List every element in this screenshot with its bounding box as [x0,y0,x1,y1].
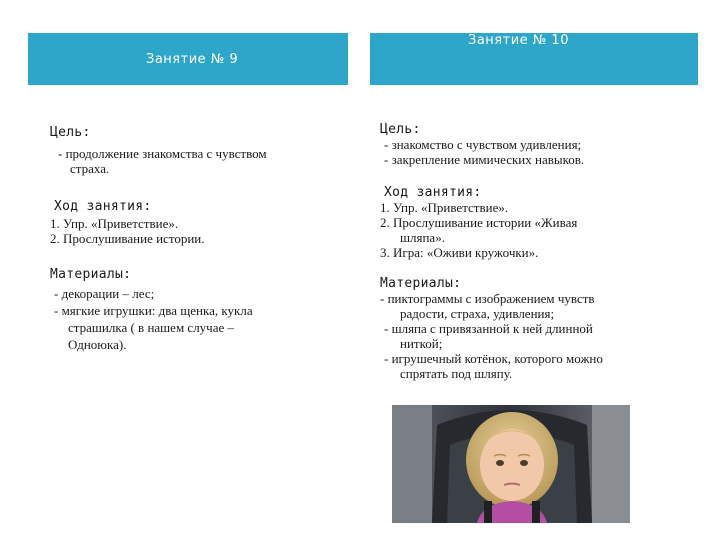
lesson9-materials-item: - декорации – лес; [54,286,155,301]
lesson10-materials-item: - игрушечный котёнок, которого можно [384,351,603,366]
lesson10-materials-item: радости, страха, удивления; [400,306,555,321]
lesson10-course-item: 2. Прослушивание истории «Живая [380,215,578,230]
lesson9-column [50,125,340,353]
lesson9-course-item: 2. Прослушивание истории. [50,231,205,246]
lesson9-goal-item: страха. [70,161,110,176]
lesson10-column [380,122,680,381]
lesson9-materials-item: - мягкие игрушки: два щенка, кукла [54,303,253,318]
lesson10-header [370,33,698,85]
child-photo-illustration [392,405,630,523]
lesson9-goal-item: - продолжение знакомства с чувством [58,146,267,161]
lesson10-goal-item: - знакомство с чувством удивления; [384,137,582,152]
lesson10-goal-item: - закрепление мимических навыков. [384,152,585,167]
lesson9-materials-label: Материалы: [50,267,132,282]
lesson10-materials-item: ниткой; [400,336,443,351]
lesson10-course-label: Ход занятия: [384,185,482,200]
lesson9-header [28,33,348,85]
lesson10-course-item: 3. Игра: «Оживи кружочки». [380,245,539,260]
lesson10-course-item: шляпа». [400,230,445,245]
lesson9-course-item: 1. Упр. «Приветствие». [50,216,179,231]
lesson9-materials-item: Одноюка). [68,337,127,352]
lesson9-materials-item: страшилка ( в нашем случае – [68,320,235,335]
lesson9-goal-label: Цель: [50,125,91,140]
lesson9-course-label: Ход занятия: [54,199,152,214]
lesson10-materials-item: спрятать под шляпу. [400,366,513,381]
lesson10-materials-item: - пиктограммы с изображением чувств [380,291,595,306]
lesson10-materials-label: Материалы: [380,276,462,291]
lesson10-title: Занятие № 10 [468,33,569,48]
lesson9-title: Занятие № 9 [146,52,239,67]
lesson10-course-item: 1. Упр. «Приветствие». [380,200,509,215]
child-photo [392,405,630,523]
lesson10-goal-label: Цель: [380,122,421,137]
lesson10-materials-item: - шляпа с привязанной к ней длинной [384,321,593,336]
